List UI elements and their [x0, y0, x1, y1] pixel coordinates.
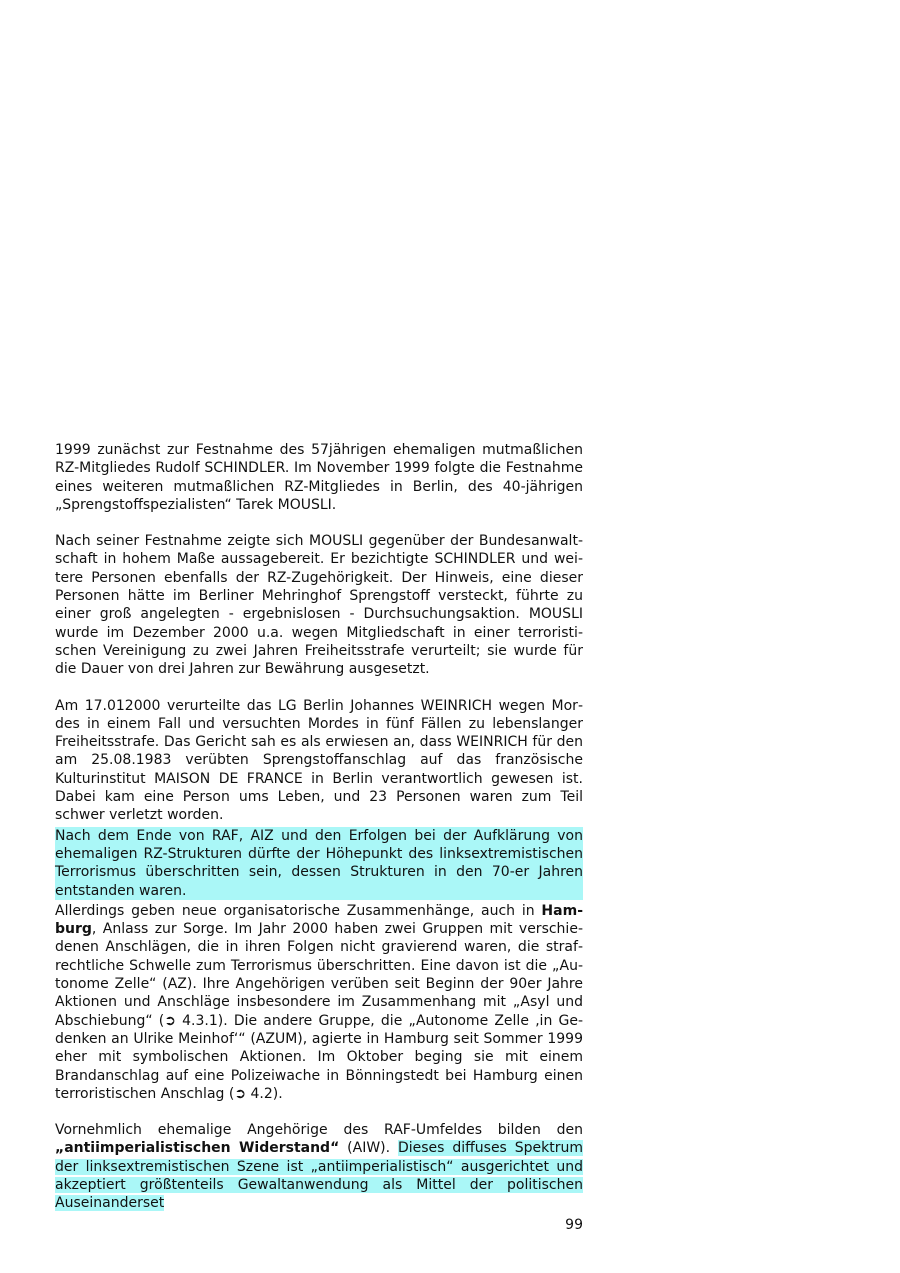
aiw-bold-term: „antiimperialistischen Widerstand“ [55, 1140, 340, 1157]
aiw-highlighted-text: Dieses diffuses Spektrum der linksextremistischen Szene ist „antiimperialistisch“ ausgerichtet und akzeptiert größtenteils Gewaltanwendung als Mittel der politischen Auseinanderset [55, 1140, 583, 1212]
paragraph-mousli-aussage: Nach seiner Festnahme zeigte sich MOUSLI gegenüber der Bundesanwaltschaft in hohem Maße aussagebereit. Er bezichtigte SCHINDLER und weitere Personen ebenfalls der RZ-Zugehörigkeit. Der Hinweis, eine dieser Personen hätte im Berliner Mehringhof Sprengstoff versteckt, führte zu einer groß angelegten - ergebnislosen - Durchsuchungsaktion. MOUSLI wurde im Dezember 2000 u.a. wegen Mitgliedschaft in einer terroristischen Vereinigung zu zwei Jahren Freiheitsstrafe verurteilt; sie wurde für die Dauer von drei Jahren zur Bewährung ausgesetzt. [55, 533, 583, 678]
page-number: 99 [565, 1217, 583, 1233]
hamburg-bold-text: Hamburg [55, 902, 583, 938]
aiw-abbrev-text: (AIW). [339, 1140, 398, 1157]
paragraph-weinrich-urteil: Am 17.012000 verurteilte das LG Berlin Johannes WEINRICH wegen Mordes in einem Fall und versuchten Mordes in fünf Fällen zu lebenslanger Freiheitsstrafe. Das Gericht sah es als erwiesen an, dass WEINRICH für den am 25.08.1983 verübten Sprengstoffanschlag auf das französische Kulturinstitut MAISON DE FRANCE in Berlin verantwortlich gewesen ist. Dabei kam eine Person ums Leben, und 23 Personen waren zum Teil schwer verletzt worden. [55, 697, 583, 824]
paragraph-hamburg-gruppen [55, 902, 583, 1103]
aiw-intro-text: Vornehmlich ehemalige Angehörige des RAF-Umfeldes bilden den [55, 1122, 583, 1139]
hamburg-main-text: , Anlass zur Sorge. Im Jahr 2000 haben zwei Gruppen mit verschiedenen Anschlägen, die in ihren Folgen nicht gravierend waren, die strafrechtliche Schwelle zum Terrorismus überschritten. Eine davon ist die „Autonome Zelle“ (AZ). Ihre Angehörigen verüben seit Beginn der 90er Jahre Aktionen und Anschläge insbesondere im Zusammenhang mit „Asyl und Abschiebung“ (➲ 4.3.1). Die andere Gruppe, die „Autonome Zelle ‚in Gedenken an Ulrike Meinhof‘“ (AZUM), agierte in Hamburg seit Sommer 1999 eher mit symbolischen Aktionen. Im Oktober beging sie mit einem Brandanschlag auf eine Polizeiwache in Bönningstedt bei Hamburg einen terroristischen Anschlag (➲ 4.2). [55, 921, 583, 1102]
hamburg-intro-text: Allerdings geben neue organisatorische Zusammenhänge, auch in [55, 902, 542, 919]
paragraph-antiimperialistischer-widerstand [55, 1121, 583, 1212]
body-text [55, 441, 583, 1213]
paragraph-hoehepunkt-terrorismus: Nach dem Ende von RAF, AIZ und den Erfolgen bei der Aufklärung von ehemaligen RZ-Strukturen dürfte der Höhepunkt des linksextremistischen Terrorismus überschritten sein, dessen Strukturen in den 70-er Jahren entstanden waren. [55, 827, 583, 899]
paragraph-festnahme-schindler: 1999 zunächst zur Festnahme des 57jährigen ehemaligen mutmaßlichen RZ-Mitgliedes Rudolf SCHINDLER. Im November 1999 folgte die Festnahme eines weiteren mutmaßlichen RZ-Mitgliedes in Berlin, des 40-jährigen „Sprengstoffspezialisten“ Tarek MOUSLI. [55, 442, 583, 513]
